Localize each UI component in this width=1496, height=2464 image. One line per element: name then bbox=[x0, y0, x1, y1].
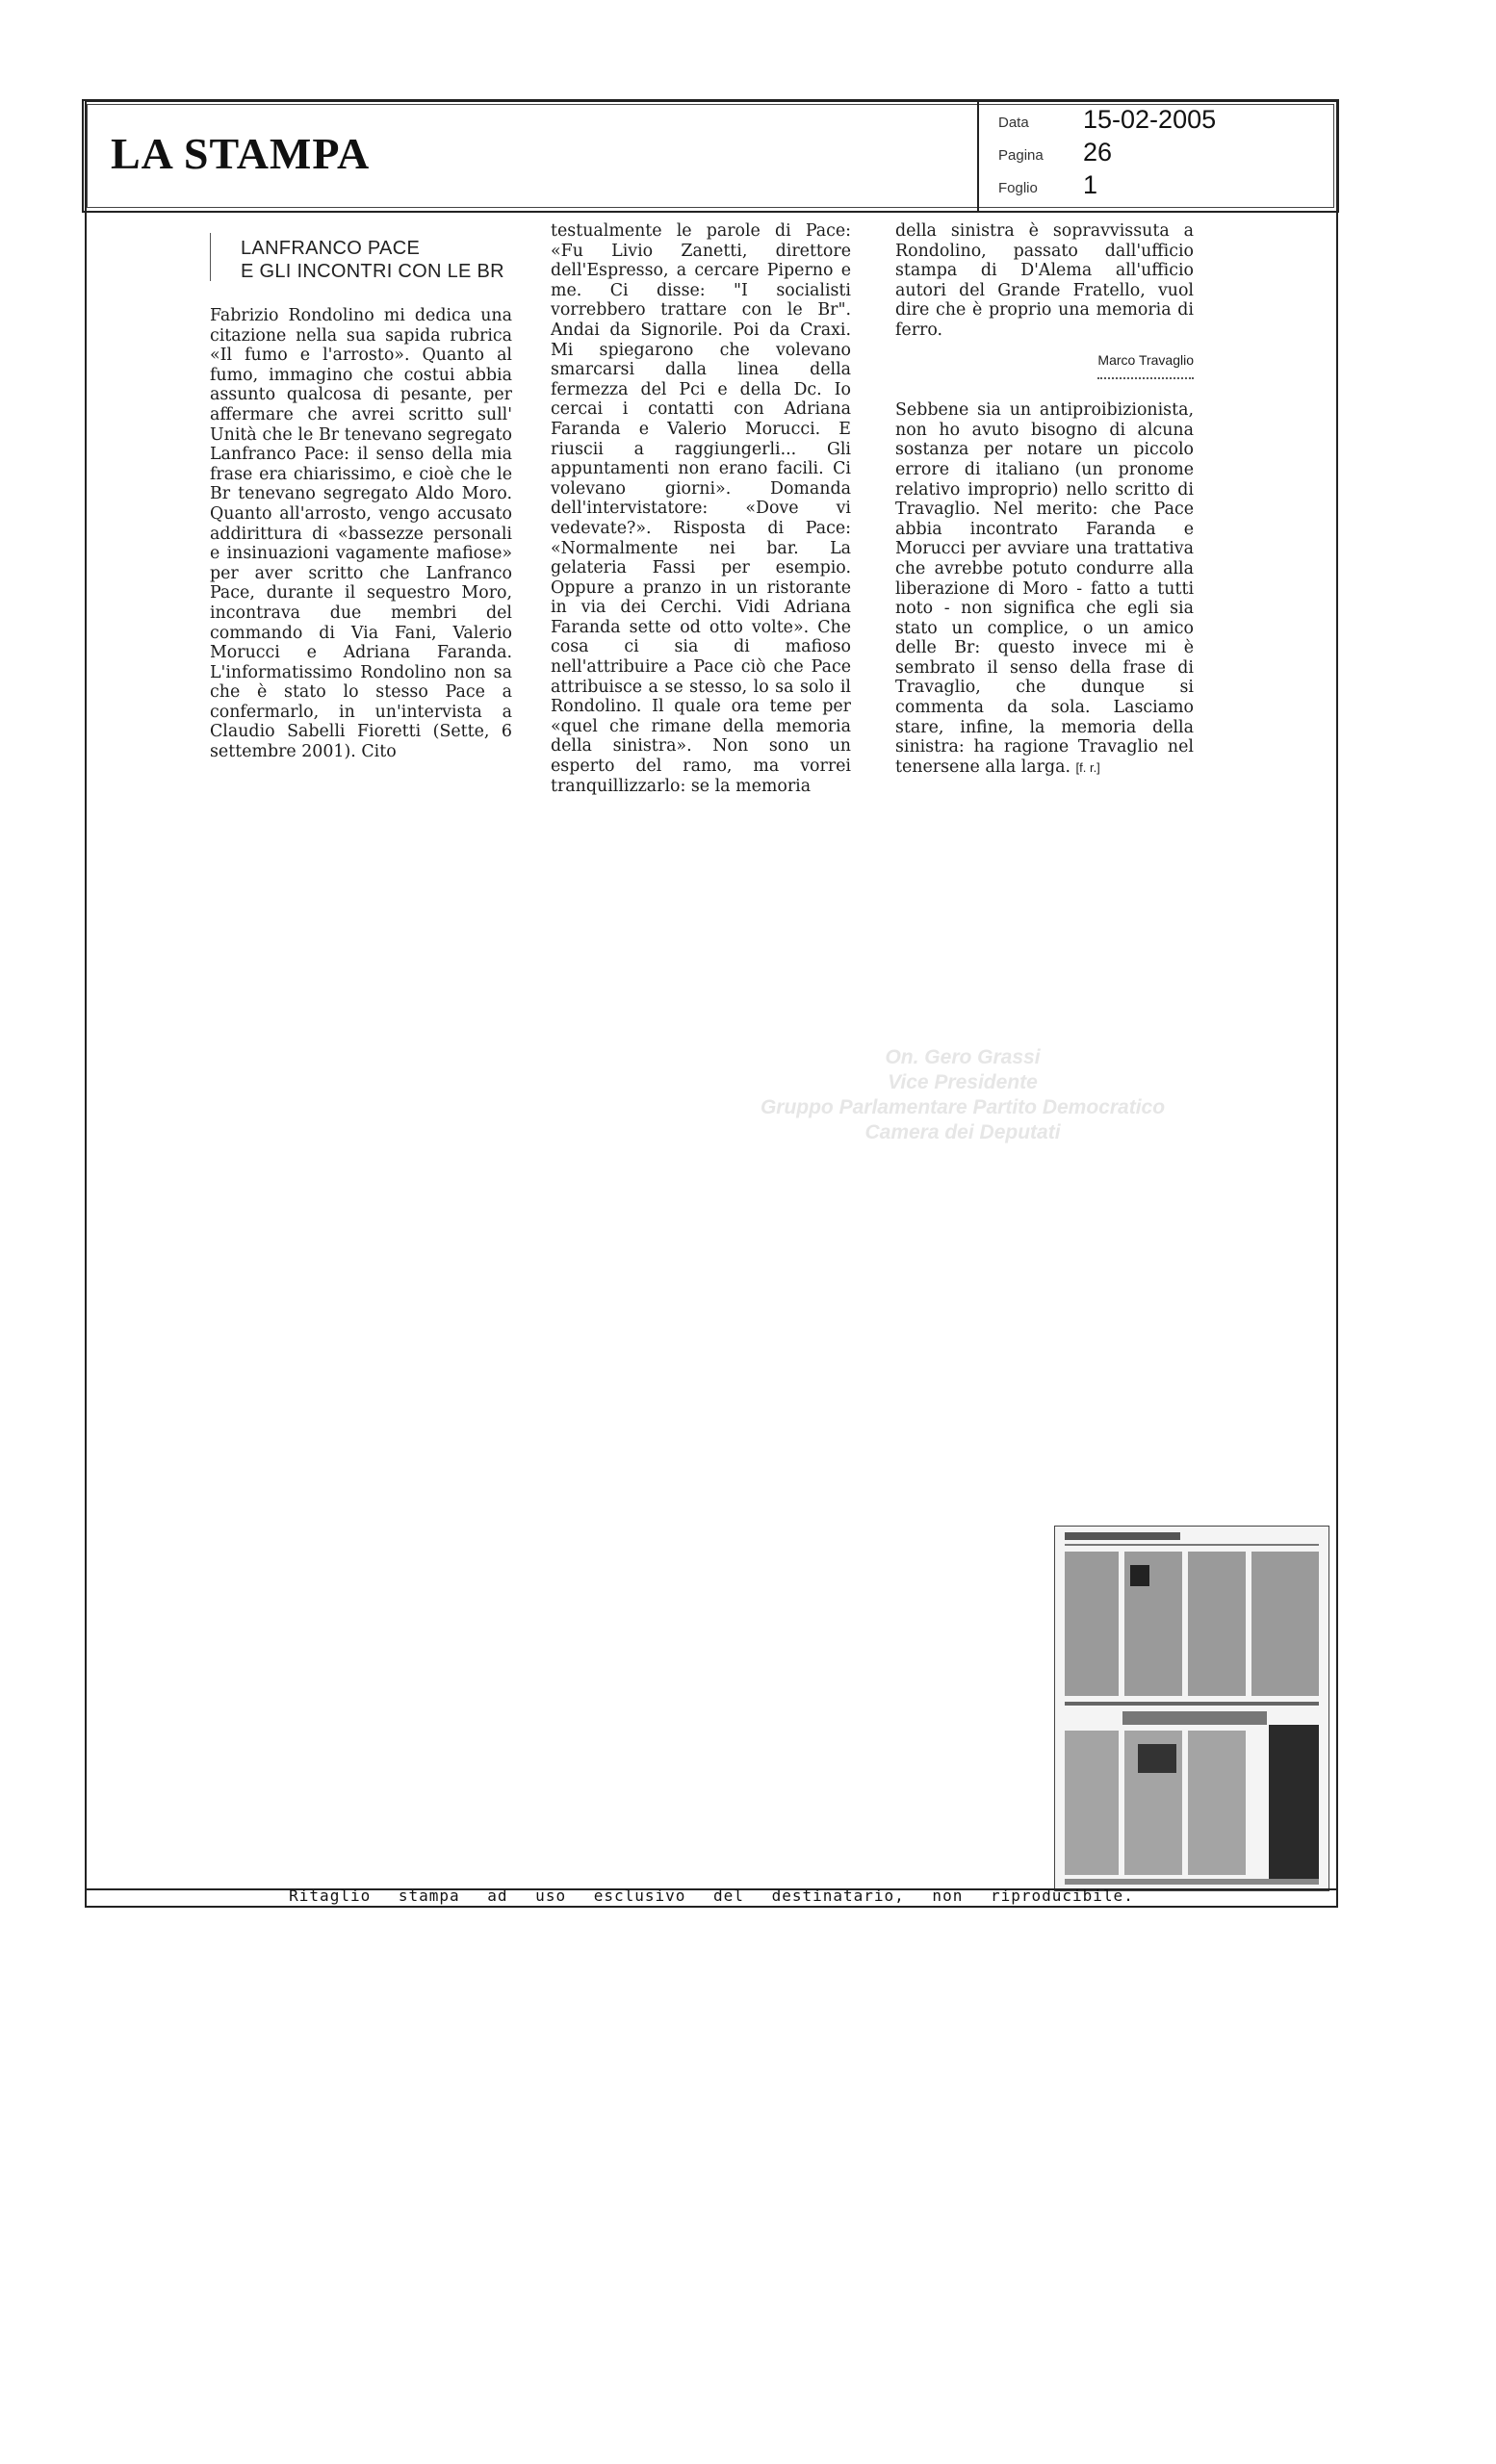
article-column-3 bbox=[895, 221, 1194, 778]
reply-initials: [f. r.] bbox=[1075, 759, 1100, 775]
date-label: Data bbox=[998, 115, 1029, 131]
sheet-value: 1 bbox=[1083, 170, 1098, 199]
sheet-label: Foglio bbox=[998, 180, 1038, 196]
author-byline: Marco Travaglio bbox=[1097, 351, 1194, 368]
page-label: Pagina bbox=[998, 147, 1044, 164]
footer-notice: Ritaglio stampa ad uso esclusivo del destinatario, non riproducibile. bbox=[289, 1886, 1134, 1905]
stamp-line-1: On. Gero Grassi bbox=[885, 1046, 1041, 1068]
article-column-2 bbox=[551, 221, 851, 796]
thumbnail-image bbox=[1055, 1527, 1328, 1890]
column-1-text: Fabrizio Rondolino mi dedica una citazione nella sua sapida rubrica «Il fumo e l'arrosto». Quanto al fumo, immagino che costui abbia assunto qualcosa di pesante, per affermare che avrei scritto sull' Unità che le Br tenevano segregato Lanfranco Pace: il senso della mia frase era chiarissimo, e cioè che le Br tenevano segregato Aldo Moro. Quanto all'arrosto, vengo accusato addirittura di «bassezze personali e insinuazioni vagamente mafiose» per aver scritto che Lanfranco Pace, durante il sequestro Moro, incontrava due membri del commando di Via Fani, Valerio Morucci e Adriana Faranda. L'informatissimo Rondolino non sa che è stato lo stesso Pace a confermarlo, in un'intervista a Claudio Sabelli Fioretti (Sette, 6 settembre 2001). Cito bbox=[210, 306, 512, 762]
article-column-1 bbox=[210, 306, 512, 762]
headline-line-2: E GLI INCONTRI CON LE BR bbox=[241, 261, 504, 282]
article-headline bbox=[241, 237, 520, 283]
reply-text bbox=[895, 400, 1194, 778]
stamp-line-3: Gruppo Parlamentare Partito Democratico bbox=[760, 1096, 1166, 1118]
stamp-line-2: Vice Presidente bbox=[888, 1071, 1038, 1093]
headline-rule bbox=[210, 233, 211, 281]
meta-box bbox=[977, 99, 1339, 213]
faded-stamp bbox=[732, 1045, 1194, 1145]
header bbox=[82, 99, 1339, 213]
page-thumbnail bbox=[1054, 1526, 1329, 1891]
column-2-text: testualmente le parole di Pace: «Fu Livio Zanetti, direttore dell'Espresso, a cercare Piperno e me. Ci disse: "I socialisti vorrebbero trattare con le Br". Andai da Signorile. Poi da Craxi. Mi spiegarono che volevano smarcarsi dalla linea della fermezza del Pci e della Dc. Io cercai i contatti con Adriana Faranda e Valerio Morucci. E riuscii a raggiungerli... Gli appuntamenti non erano facili. Ci volevano giorni». Domanda dell'intervistatore: «Dove vi vedevate?». Risposta di Pace: «Normalmente nei bar. La gelateria Fassi per esempio. Oppure a pranzo in un ristorante in via dei Cerchi. Vidi Adriana Faranda sette od otto volte». Che cosa ci sia di mafioso nell'attribuire a Pace ciò che Pace attribuisce a se stesso, lo sa solo il Rondolino. Il quale ora teme per «quel che rimane della memoria della sinistra». Non sono un esperto del ramo, ma vorrei tranquillizzarlo: se la memoria bbox=[551, 221, 851, 796]
stamp-line-4: Camera dei Deputati bbox=[864, 1121, 1061, 1143]
reply-body: Sebbene sia un antiproibizionista, non ho avuto bisogno di alcuna sostanza per notare un piccolo errore di italiano (un pronome relativo improprio) nello scritto di Travaglio. Nel merito: che Pace abbia incontrato Faranda e Morucci per avviare una trattativa che avrebbe potuto condurre alla liberazione di Moro - fatto a tutti noto - non significa che egli sia stato un complice, o un amico delle Br: questo invece mi è sembrato il senso della frase di Travaglio, che dunque si commenta da sola. Lasciamo stare, infine, la memoria della sinistra: ha ragione Travaglio nel tenersene alla larga. bbox=[895, 400, 1194, 777]
meta-date bbox=[979, 105, 1339, 138]
column-3-text: della sinistra è sopravvissuta a Rondolino, passato dall'ufficio stampa di D'Alema all'ufficio autori del Grande Fratello, vuol dire che è proprio una memoria di ferro. bbox=[895, 221, 1194, 340]
headline-line-1: LANFRANCO PACE bbox=[241, 238, 421, 259]
meta-sheet bbox=[979, 170, 1339, 203]
separator-dots bbox=[1097, 377, 1194, 379]
meta-page bbox=[979, 138, 1339, 170]
masthead: LA STAMPA bbox=[111, 129, 371, 178]
date-value: 15-02-2005 bbox=[1083, 105, 1217, 134]
page-value: 26 bbox=[1083, 138, 1113, 167]
